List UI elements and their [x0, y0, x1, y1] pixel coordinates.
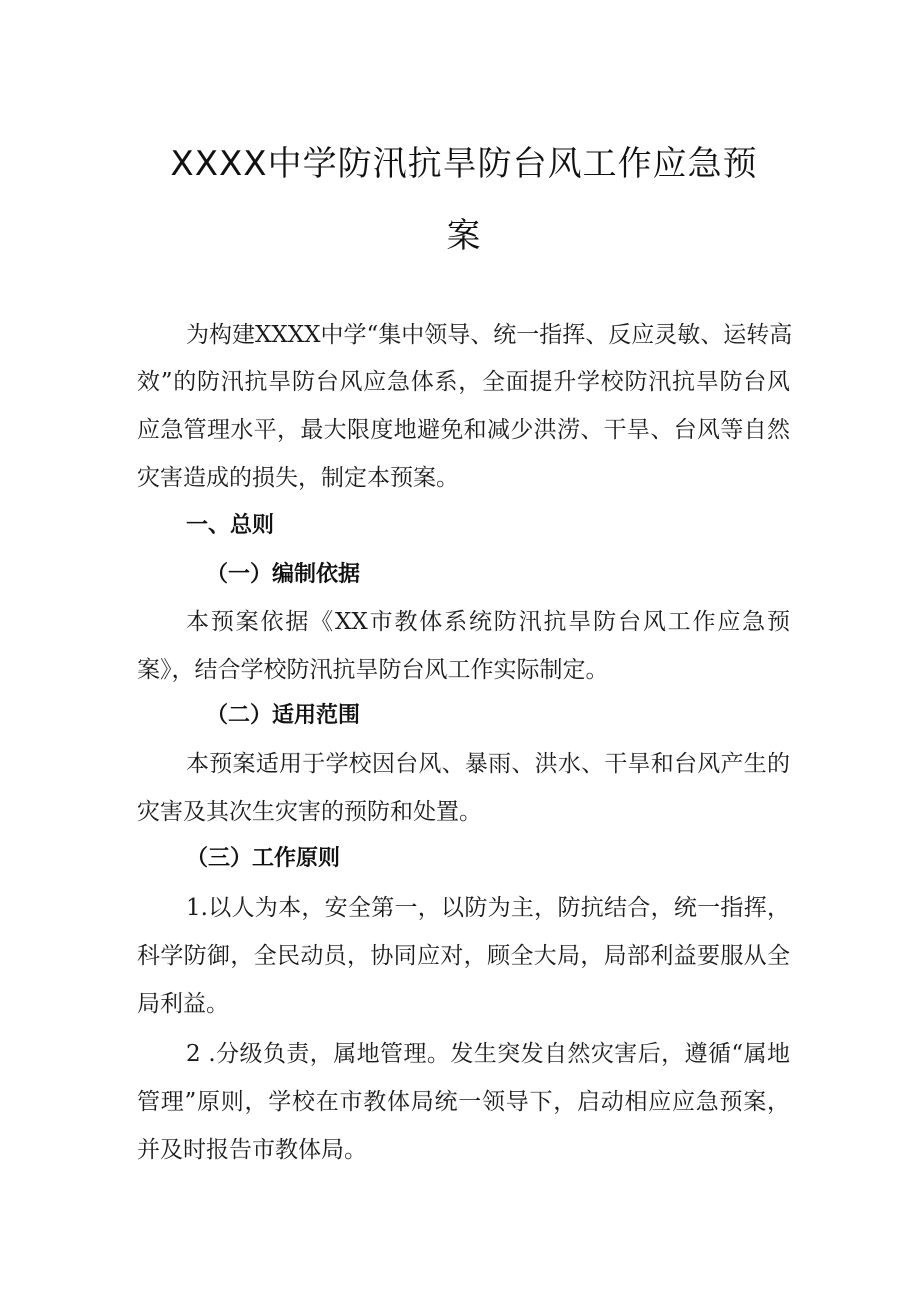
basis-line-2: 案》，结合学校防汛抗旱防台风工作实际制定。: [137, 657, 609, 683]
basis-line-1: 本预案依据《XX市教体系统防汛抗旱防台风工作应急预: [186, 609, 790, 635]
subsection-heading-principles: （三）工作原则: [186, 846, 341, 871]
scope-line-2: 灾害及其次生灾害的预防和处置。: [137, 799, 482, 825]
document-title-line-1: XXXX中学防汛抗旱防台风工作应急预: [170, 144, 758, 184]
section-heading-general: 一、总则: [186, 513, 275, 538]
document-title-line-2: 案: [446, 216, 482, 256]
intro-line-3: 应急管理水平，最大限度地避免和减少洪涝、干旱、台风等自然: [137, 417, 790, 443]
intro-line-1: 为构建XXXX中学“集中领导、统一指挥、反应灵敏、运转高: [186, 322, 793, 348]
intro-line-2: 效”的防汛抗旱防台风应急体系，全面提升学校防汛抗旱防台风: [137, 369, 790, 395]
principle-2-line-3: 并及时报告市教体局。: [137, 1137, 367, 1163]
principle-1-line-3: 局利益。: [137, 991, 229, 1017]
principle-2-line-1: 2 .分级负责，属地管理。发生突发自然灾害后，遵循“属地: [186, 1041, 790, 1067]
principle-1-line-2: 科学防御，全民动员，协同应对，顾全大局，局部利益要服从全: [137, 943, 790, 969]
subsection-heading-basis: （一）编制依据: [206, 562, 361, 587]
intro-line-4: 灾害造成的损失，制定本预案。: [137, 465, 459, 491]
scope-line-1: 本预案适用于学校因台风、暴雨、洪水、干旱和台风产生的: [186, 751, 790, 777]
principle-1-line-1: 1.以人为本，安全第一，以防为主，防抗结合，统一指挥，: [186, 895, 790, 921]
principle-2-line-2: 管理”原则，学校在市教体局统一领导下，启动相应应急预案，: [137, 1089, 790, 1115]
subsection-heading-scope: （二）适用范围: [206, 703, 361, 728]
